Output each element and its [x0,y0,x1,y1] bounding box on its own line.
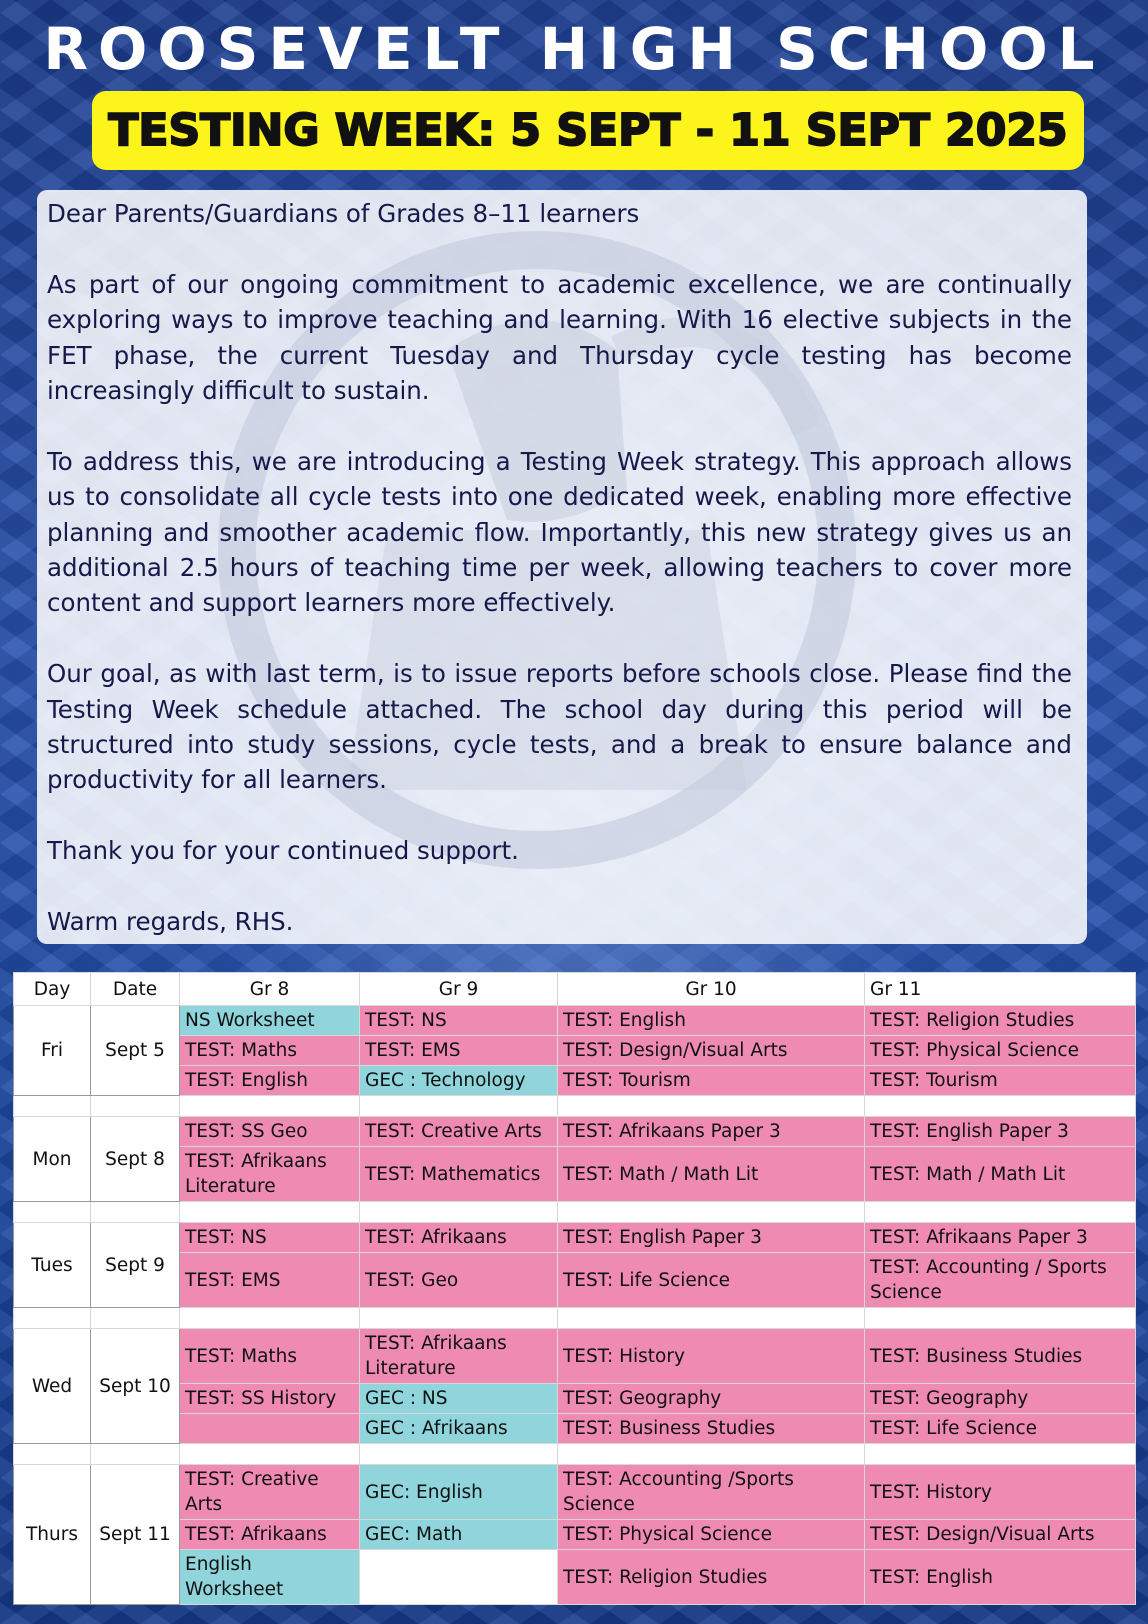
testing-schedule-table [13,972,1136,1605]
day-cell: Wed [14,1329,91,1444]
schedule-cell: TEST: Math / Math Lit [865,1147,1136,1202]
schedule-cell: TEST: Creative Arts [180,1465,360,1520]
schedule-cell: TEST: Accounting /Sports Science [558,1465,865,1520]
parent-letter [37,190,1087,944]
schedule-header-row [14,973,1136,1006]
schedule-cell: TEST: Math / Math Lit [558,1147,865,1202]
schedule-cell: TEST: Afrikaans [180,1520,360,1550]
schedule-cell: TEST: Afrikaans Literature [360,1329,558,1384]
schedule-cell: GEC: Math [360,1520,558,1550]
header-date: Date [91,973,180,1006]
schedule-cell: TEST: Geography [865,1384,1136,1414]
table-row [14,1036,1136,1066]
schedule-cell: TEST: EMS [360,1036,558,1066]
table-row [14,1384,1136,1414]
table-row [14,1066,1136,1096]
letter-body [47,196,1072,939]
table-row [14,1117,1136,1147]
table-row [14,1520,1136,1550]
schedule-cell: GEC: English [360,1465,558,1520]
schedule-cell: TEST: Business Studies [558,1414,865,1444]
table-row [14,1223,1136,1253]
schedule-cell: English Worksheet [180,1550,360,1605]
table-row [14,1465,1136,1520]
schedule-cell: TEST: English [180,1066,360,1096]
day-cell: Tues [14,1223,91,1308]
table-row [14,1414,1136,1444]
header-gr10: Gr 10 [558,973,865,1006]
letter-paragraph-2: To address this, we are introducing a Testing Week strategy. This approach allows us to consolidate all cycle tests into one dedicated week, enabling more effective planning and smoother academic flow. Importantly, this new strategy gives us an additional 2.5 hours of teaching time per week, allowing teachers to cover more content and support learners more effectively. [47,446,1072,618]
letter-paragraph-1: As part of our ongoing commitment to academic excellence, we are continually exploring ways to improve teaching and learning. With 16 elective subjects in the FET phase, the current Tuesday and Thursday cycle testing has become increasingly difficult to sustain. [47,269,1072,406]
schedule-cell: NS Worksheet [180,1006,360,1036]
schedule-cell: TEST: Tourism [558,1066,865,1096]
schedule-cell: TEST: History [865,1465,1136,1520]
schedule-cell: TEST: Physical Science [558,1520,865,1550]
spacer-row [14,1444,1136,1465]
letter-paragraph-3: Our goal, as with last term, is to issue reports before schools close. Please find the Testing Week schedule attached. The school day during this period will be structured into study sessions, cycle tests, and a break to ensure balance and productivity for all learners. [47,659,1072,795]
schedule-cell: TEST: SS Geo [180,1117,360,1147]
letter-closing: Warm regards, RHS. [47,907,294,937]
spacer-row [14,1096,1136,1117]
schedule-cell: TEST: Geo [360,1253,558,1308]
table-row [14,1147,1136,1202]
schedule-cell: GEC : Technology [360,1066,558,1096]
schedule-cell: TEST: English Paper 3 [865,1117,1136,1147]
spacer-row [14,1202,1136,1223]
schedule-cell: TEST: Afrikaans Paper 3 [865,1223,1136,1253]
schedule-cell: TEST: Mathematics [360,1147,558,1202]
schedule-cell: TEST: Tourism [865,1066,1136,1096]
date-cell: Sept 10 [91,1329,180,1444]
schedule-cell: TEST: Physical Science [865,1036,1136,1066]
schedule-cell: TEST: Geography [558,1384,865,1414]
schedule-cell: TEST: Religion Studies [865,1006,1136,1036]
day-cell: Mon [14,1117,91,1202]
table-row [14,1006,1136,1036]
banner-title: TESTING WEEK: 5 SEPT - 11 SEPT 2025 [108,105,1068,156]
table-row [14,1253,1136,1308]
schedule-cell: TEST: EMS [180,1253,360,1308]
schedule-cell: TEST: SS History [180,1384,360,1414]
schedule-cell: TEST: Religion Studies [558,1550,865,1605]
schedule-cell: TEST: Life Science [865,1414,1136,1444]
schedule-cell [180,1414,360,1444]
testing-week-banner [92,91,1084,170]
date-cell: Sept 8 [91,1117,180,1202]
schedule-cell: TEST: History [558,1329,865,1384]
schedule-cell: TEST: Business Studies [865,1329,1136,1384]
letter-thanks: Thank you for your continued support. [47,836,519,866]
schedule-cell: TEST: NS [180,1223,360,1253]
table-row [14,1550,1136,1605]
schedule-cell: TEST: NS [360,1006,558,1036]
schedule-cell: GEC : NS [360,1384,558,1414]
school-name: ROOSEVELT HIGH SCHOOL [43,15,1105,83]
schedule-cell: TEST: English Paper 3 [558,1223,865,1253]
letter-greeting: Dear Parents/Guardians of Grades 8–11 learners [47,199,640,228]
schedule-cell: TEST: English [558,1006,865,1036]
day-cell: Fri [14,1006,91,1096]
date-cell: Sept 11 [91,1465,180,1605]
header-day: Day [14,973,91,1006]
date-cell: Sept 9 [91,1223,180,1308]
day-cell: Thurs [14,1465,91,1605]
schedule-cell: TEST: Design/Visual Arts [865,1520,1136,1550]
schedule-cell: GEC : Afrikaans [360,1414,558,1444]
schedule-cell: TEST: Creative Arts [360,1117,558,1147]
date-cell: Sept 5 [91,1006,180,1096]
header-gr8: Gr 8 [180,973,360,1006]
schedule-cell: TEST: Life Science [558,1253,865,1308]
schedule-cell: TEST: Maths [180,1036,360,1066]
spacer-row [14,1308,1136,1329]
schedule-cell: TEST: Afrikaans Literature [180,1147,360,1202]
schedule-cell: TEST: Afrikaans [360,1223,558,1253]
header-gr9: Gr 9 [360,973,558,1006]
header-gr11: Gr 11 [865,973,1136,1006]
schedule-cell: TEST: Design/Visual Arts [558,1036,865,1066]
schedule-cell: TEST: English [865,1550,1136,1605]
schedule-cell: TEST: Afrikaans Paper 3 [558,1117,865,1147]
schedule-cell: TEST: Accounting / Sports Science [865,1253,1136,1308]
table-row [14,1329,1136,1384]
schedule-cell [360,1550,558,1605]
schedule-cell: TEST: Maths [180,1329,360,1384]
